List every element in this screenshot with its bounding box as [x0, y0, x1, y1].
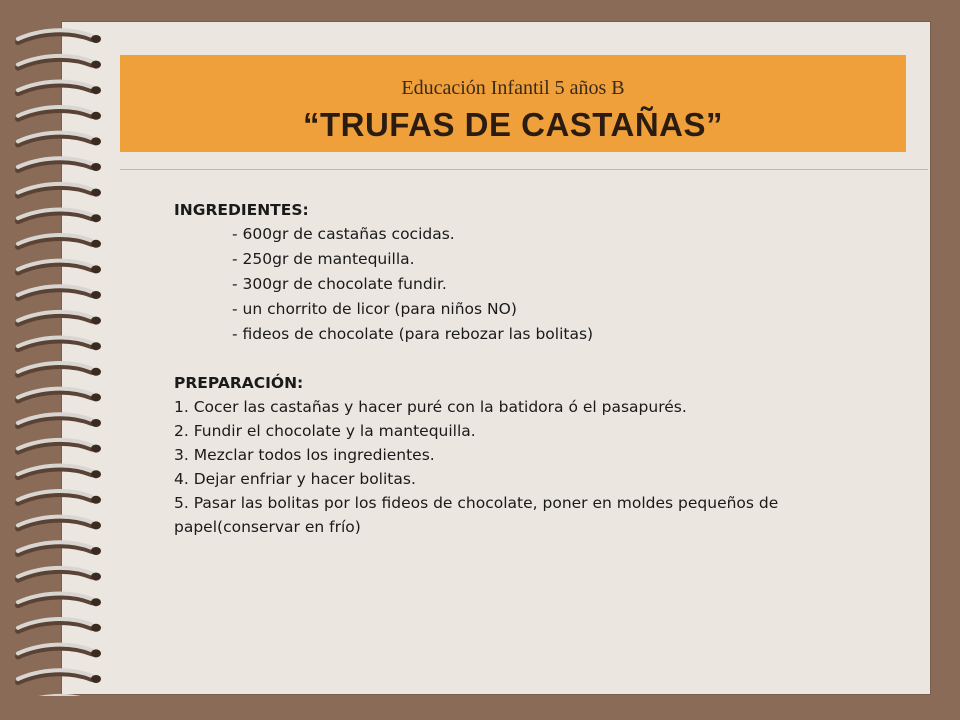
spiral-ring [18, 30, 101, 43]
spiral-ring [18, 363, 101, 376]
spiral-ring [18, 491, 101, 504]
preparation-step: 4. Dejar enfriar y hacer bolitas. [174, 470, 416, 488]
spiral-ring [18, 158, 101, 171]
spiral-ring [18, 568, 101, 581]
preparation-step: 5. Pasar las bolitas por los fideos de chocolate, poner en moldes pequeños de papel(conservar en frío) [174, 494, 779, 536]
preparation-step: 1. Cocer las castañas y hacer puré con la batidora ó el pasapurés. [174, 398, 687, 416]
recipe-content [174, 198, 874, 539]
spiral-ring [18, 414, 101, 427]
ingredient-item: - fideos de chocolate (para rebozar las bolitas) [232, 325, 594, 343]
spiral-ring [18, 261, 101, 274]
ingredient-item: - 250gr de mantequilla. [232, 250, 415, 268]
title-banner [120, 55, 906, 152]
spiral-ring [18, 645, 101, 658]
spiral-ring [18, 286, 101, 299]
spiral-ring [18, 440, 101, 453]
spiral-ring [18, 389, 101, 402]
spiral-ring [18, 542, 101, 555]
spiral-ring [18, 81, 101, 94]
spiral-binding-icon [10, 26, 110, 696]
preparation-heading: PREPARACIÓN: [174, 374, 304, 392]
spiral-ring [18, 312, 101, 325]
page-title: “TRUFAS DE CASTAÑAS” [302, 106, 724, 143]
ingredient-item: - 600gr de castañas cocidas. [232, 225, 455, 243]
spiral-ring [18, 56, 101, 69]
preparation-step: 2. Fundir el chocolate y la mantequilla. [174, 422, 476, 440]
spiral-ring [18, 133, 101, 146]
notebook-page [62, 22, 930, 694]
spiral-ring [18, 337, 101, 350]
preparation-step: 3. Mezclar todos los ingredientes. [174, 446, 435, 464]
spiral-ring [18, 235, 101, 248]
divider [120, 169, 928, 170]
spiral-ring [18, 593, 101, 606]
spiral-ring [18, 107, 101, 120]
ingredients-heading: INGREDIENTES: [174, 201, 309, 219]
spiral-ring [18, 184, 101, 197]
spiral-ring [18, 517, 101, 530]
spiral-ring [18, 670, 101, 683]
spiral-ring [18, 209, 101, 222]
page-subtitle: Educación Infantil 5 años B [401, 77, 625, 99]
spiral-ring [18, 619, 101, 632]
spiral-ring [18, 465, 101, 478]
ingredient-item: - 300gr de chocolate fundir. [232, 275, 447, 293]
ingredient-item: - un chorrito de licor (para niños NO) [232, 300, 517, 318]
